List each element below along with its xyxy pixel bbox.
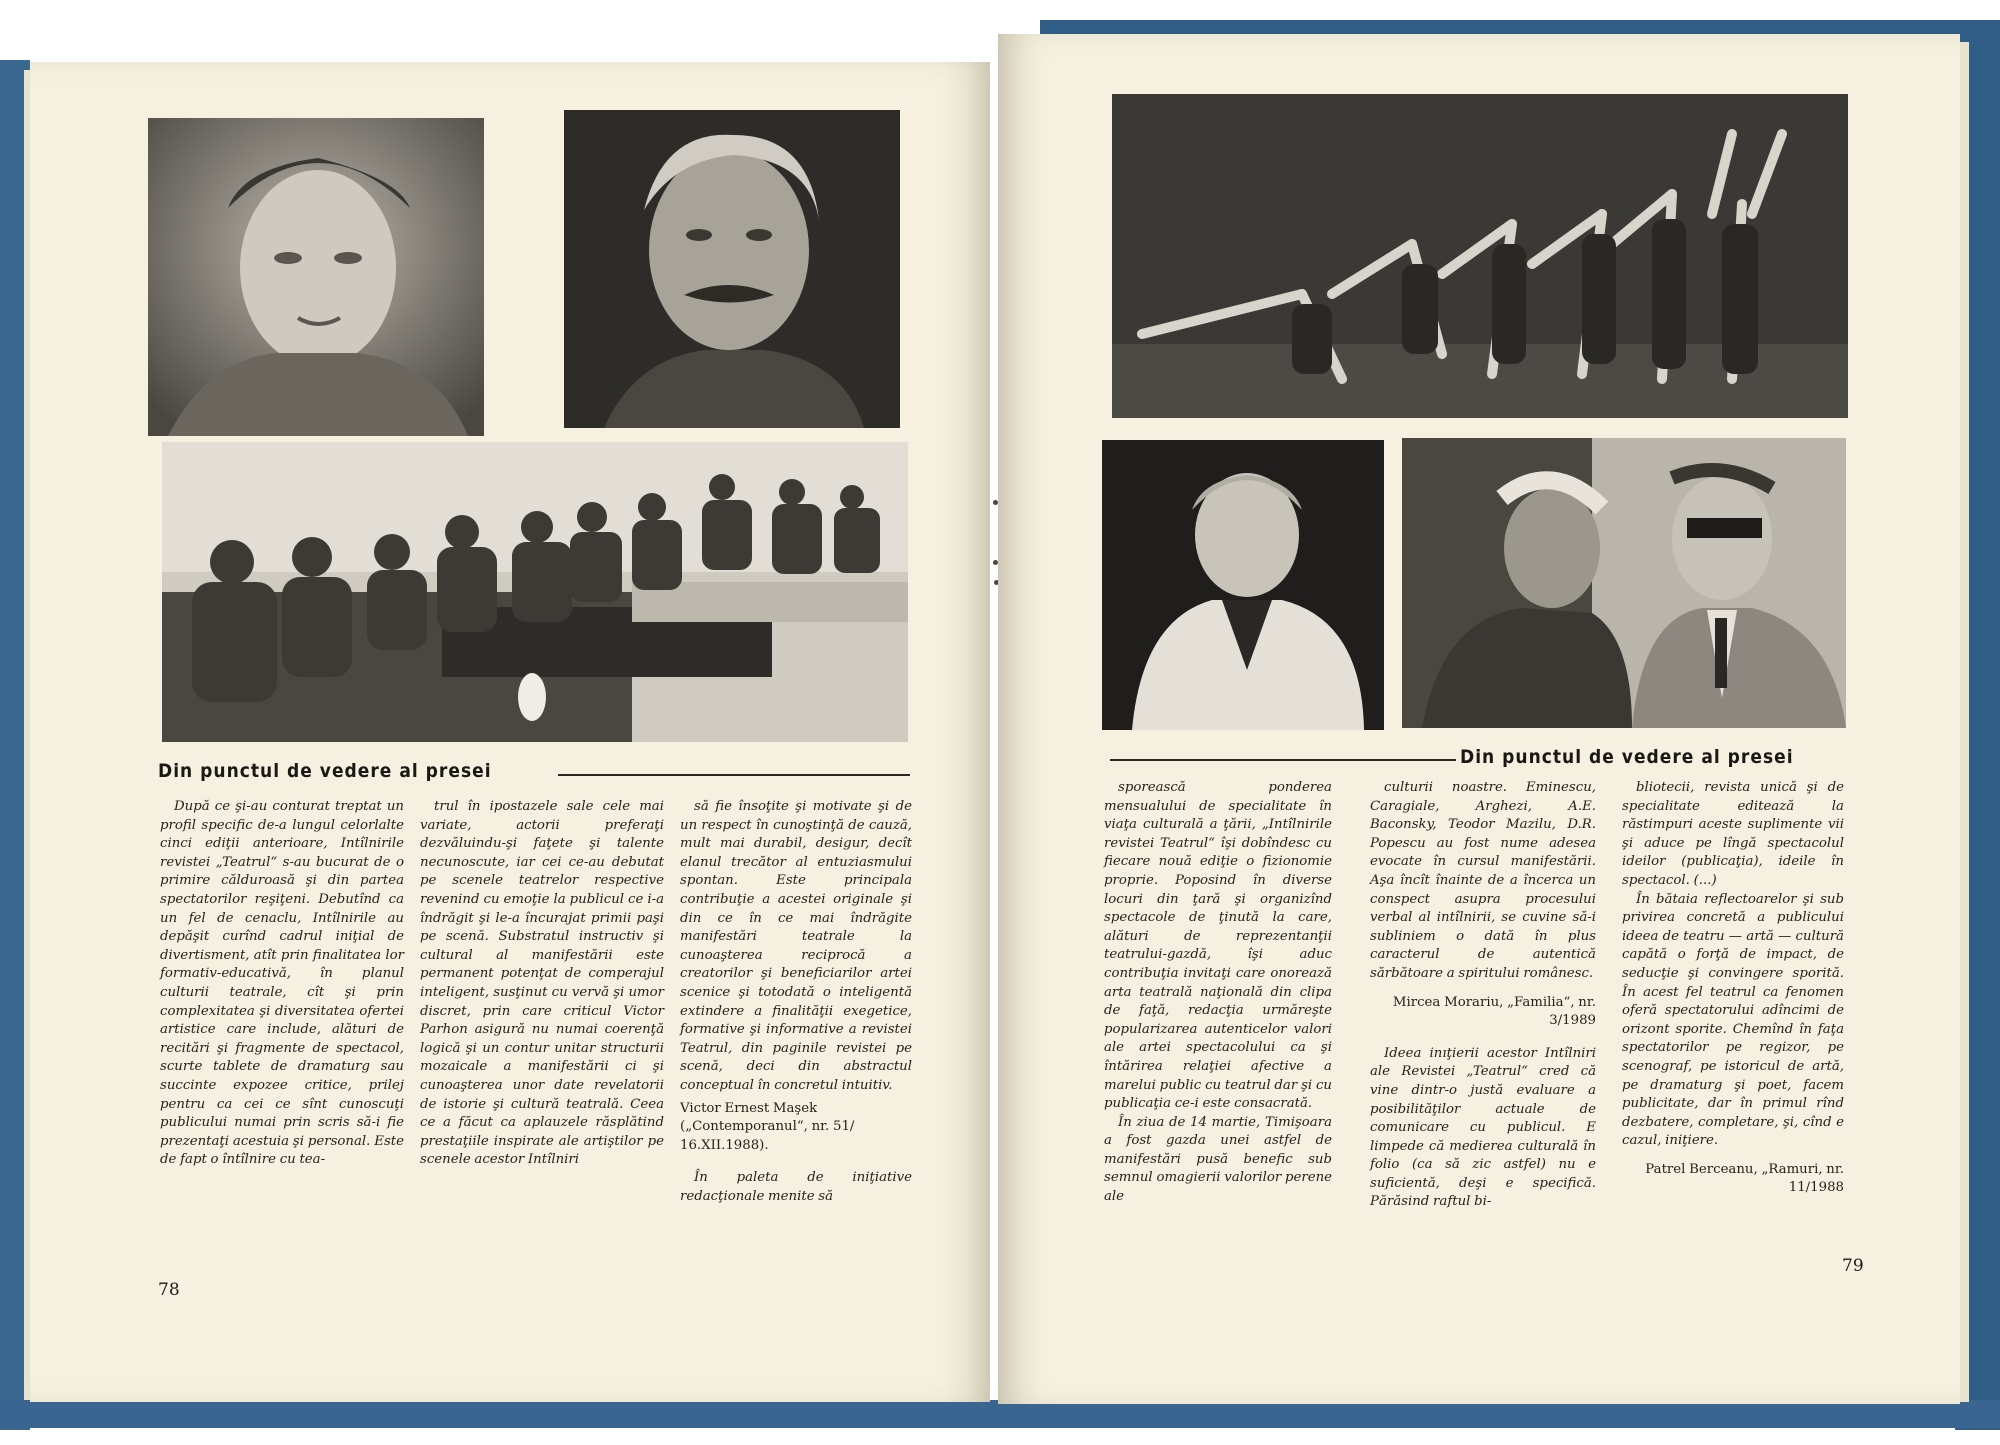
signature-masek-source: („Contemporanul“, nr. 51/ 16.XII.1988). [680, 1119, 855, 1153]
signature-morariu: Mircea Morariu, „Familia“, nr. 3/1989 [1392, 994, 1596, 1029]
heading-rule-left [558, 774, 910, 776]
signature-berceanu: Patrel Berceanu, „Ramuri, nr. 11/1988 [1645, 1161, 1844, 1196]
left-column-1-text: După ce şi-au conturat treptat un profil specific de-a lungul celorlalte cinci ediţii anterioare, Intîlnirile revistei „Teatrul“ s-au bucurat de o primire călduroasă şi din partea spectatorilor reşiţeni. Debutînd ca un fel de cenaclu, Intîlnirile au depăşit curînd cadrul iniţial de divertisment, atît prin finalitatea lor formativ-educativă, în planul culturii teatrale, cît şi prin complexitatea şi diversitatea ofertei artistice care include, alături de recitări şi fragmente de spectacol, scurte tablete de dramaturg sau succinte expozee critice, prilej pentru ca cei ce sînt cunoscuţi publicului numai prin scris să-i fie prezentaţi acestuia şi personal. Este de fapt o întîlnire cu tea- [160, 799, 404, 1168]
photo-two-men [1402, 438, 1846, 728]
photo-dancers [1112, 94, 1848, 418]
right-column-2-text: culturii noastre. Eminescu, Caragiale, Arghezi, A.E. Baconsky, Teodor Mazilu, D.R. Popescu au fost nume adesea evocate în cursul manifestării. Aşa încît înainte de a încerca un conspect asupra procesului verbal al intîlnirii, se cuvine să-i subliniem o dată în plus caracterul de autentică sărbătoare a spiritului românesc. [1370, 780, 1596, 981]
left-page [30, 62, 990, 1402]
left-column-3-tail: În paleta de iniţiative redacţionale menite să [680, 1170, 912, 1204]
section-heading-left: Din punctul de vedere al presei [158, 760, 492, 782]
photo-group-seated [162, 442, 908, 742]
right-column-2 [1370, 779, 1596, 1359]
right-column-1 [1104, 779, 1332, 1359]
signature-masek: Victor Ernest Maşek [680, 1100, 818, 1116]
left-column-1 [160, 798, 404, 1358]
page-number-left: 78 [158, 1280, 180, 1300]
right-column-3-text-b: În bătaia reflectoarelor şi sub privirea concretă a publicului ideea de teatru — artă — cultură capătă o forţă de impact, de seducţie şi convingere sporită. În acest fel teatrul ca fenomen oferă spectatorului adîncimi de orizont sporite. Chemînd în faţa spectatorilor pe regizor, pe scenograf, pe istoricul de artă, pe dramaturg şi poet, facem publicitate, dar în primul rînd dezbatere, completare, şi, cînd e cazul, iniţiere. [1622, 891, 1844, 1149]
right-column-1-text-b: În ziua de 14 martie, Timişoara a fost gazda unei astfel de manifestări pusă benefic sub semnul omagierii valorilor perene ale [1104, 1114, 1332, 1205]
photo-portrait-man-1 [148, 118, 484, 436]
photo-woman-portrait [1102, 440, 1384, 730]
right-column-3-text: bliotecii, revista unică şi de specialitate editează la răstimpuri aceste suplimente vii şi aduce pe lîngă spectacolul ideilor (publicaţia), ideile în spectacol. (...) [1622, 780, 1844, 888]
left-column-2 [420, 798, 664, 1358]
photo-portrait-man-2 [564, 110, 900, 428]
left-column-3-text: să fie însoţite şi motivate şi de un respect în cunoştinţă de cauză, mult mai durabil, desigur, decît elanul trecător al entuziasmului spontan. Este principala contribuţie a acestei originale şi din ce în ce mai îndrăgite manifestări teatrale la cunoaşterea reciprocă a creatorilor şi beneficiarilor artei scenice şi totodată o inteligentă extindere a finalităţii exegetice, formative şi informative a revistei Teatrul, din paginile revistei pe scenă, deci din abstractul conceptual în concretul intuitiv. [680, 799, 912, 1093]
right-column-1-text: sporească ponderea mensualului de specialitate în viaţa culturală a ţării, „Intîlnirile revistei Teatrul“ îşi dobîndesc cu fiecare nouă ediţie o fizionomie proprie. Poposind în diverse locuri din ţară şi organizînd spectacole de ţinută la care, alături de reprezentanţii teatrului-gazdă, îşi aduc contribuţia invitaţi care onorează arta teatrală naţională din clipa de faţă, redacţia urmăreşte popularizarea autenticelor valori ale artei spectacolului ca şi întărirea relaţiei afective a marelui public cu teatrul dar şi cu publicaţia ce-i este consacrată. [1104, 780, 1332, 1112]
right-column-3 [1622, 779, 1844, 1359]
right-page [998, 34, 1960, 1404]
right-column-2-text-b: Ideea inıţierii acestor Intîlniri ale Revistei „Teatrul“ cred că vine dintr-o justă evaluare a posibilităţilor actuale de comunicare cu publicul. E limpede că medierea culturală în folio (ca să zic astfel) nu e suficientă, deşi e specifică. Părăsind raftul bi- [1370, 1045, 1596, 1210]
left-column-2-text: trul în ipostazele sale cele mai variate, actorii preferaţi dezvăluindu-şi faţete şi talente necunoscute, iar cei ce-au debutat pe scenele teatrelor respective revenind cu emoţie la publicul ce i-a îndrăgit şi le-a încurajat primii paşi pe scenă. Substratul instructiv şi cultural al manifestării este permanent potenţat de comperajul inteligent, susţinut cu vervă şi umor discret, prin care criticul Victor Parhon asigură nu numai coerenţă logică şi un contur unitar structurii mozaicale a manifestării ci şi cunoaşterea unor date revelatorii de istorie şi cultură teatrală. Ceea ce a făcut ca aplauzele răsplătind prestaţiile inspirate ale artiştilor pe scenele acestor Intîlniri [420, 799, 664, 1168]
book-cover-bottom [0, 1400, 2000, 1428]
page-number-right: 79 [1842, 1256, 1864, 1276]
heading-rule-right [1110, 759, 1456, 761]
left-column-3 [680, 798, 912, 1358]
section-heading-right: Din punctul de vedere al presei [1460, 746, 1794, 768]
